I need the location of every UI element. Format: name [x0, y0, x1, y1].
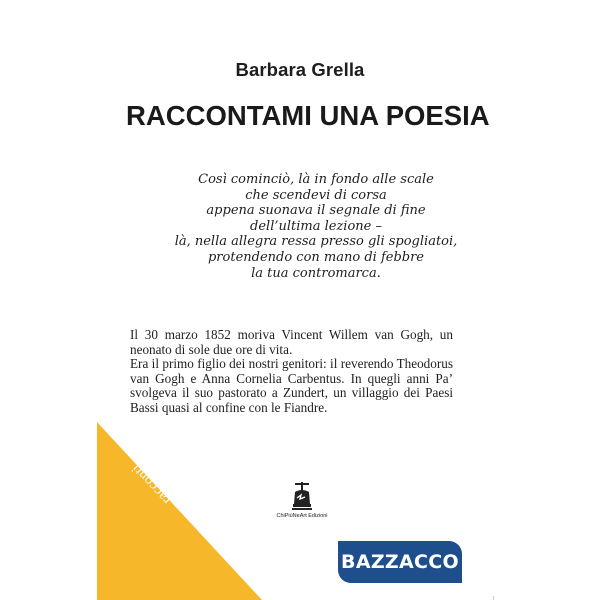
press-icon [291, 482, 313, 512]
imprint-badge [338, 541, 462, 583]
poem-line: protendendo con mano di febbre [207, 249, 424, 265]
yellow-corner-triangle [97, 422, 262, 600]
edge-mark [493, 596, 494, 600]
author-name: Barbara Grella [235, 59, 365, 80]
prose-paragraph: Il 30 marzo 1852 moriva Vincent Willem van Gogh, un neonato di sole due ore di vita. [130, 327, 453, 357]
poem-line: la tua contromarca. [251, 265, 381, 281]
imprint-badge-label: BAZZACCO [341, 551, 459, 573]
poem-excerpt [0, 172, 600, 281]
prose-paragraph: Era il primo figlio dei nostri genitori: il reverendo Theodorus van Gogh e Anna Cornelia Carbentus. In quegli anni Pa’ svolgeva il suo pastorato a Zundert, un villaggio dei Paesi Bassi quasi al confine con le Fiandre. [130, 356, 453, 415]
publisher-logo [272, 482, 332, 526]
poem-line: Così cominciò, là in fondo alle scale [198, 172, 434, 187]
book-title: RACCONTAMI UNA POESIA [126, 100, 490, 131]
poem-line: là, nella allegra ressa presso gli spogliatoi, [174, 234, 458, 250]
poem-line: che scendevi di corsa [245, 187, 387, 203]
poem-line: dell’ultima lezione – [250, 218, 382, 234]
poem-line: appena suonava il segnale di fine [206, 203, 426, 219]
publisher-name: ChiPiùNeArt Edizioni [276, 513, 328, 519]
prose-excerpt [130, 328, 453, 416]
series-label: racconti [128, 460, 175, 508]
